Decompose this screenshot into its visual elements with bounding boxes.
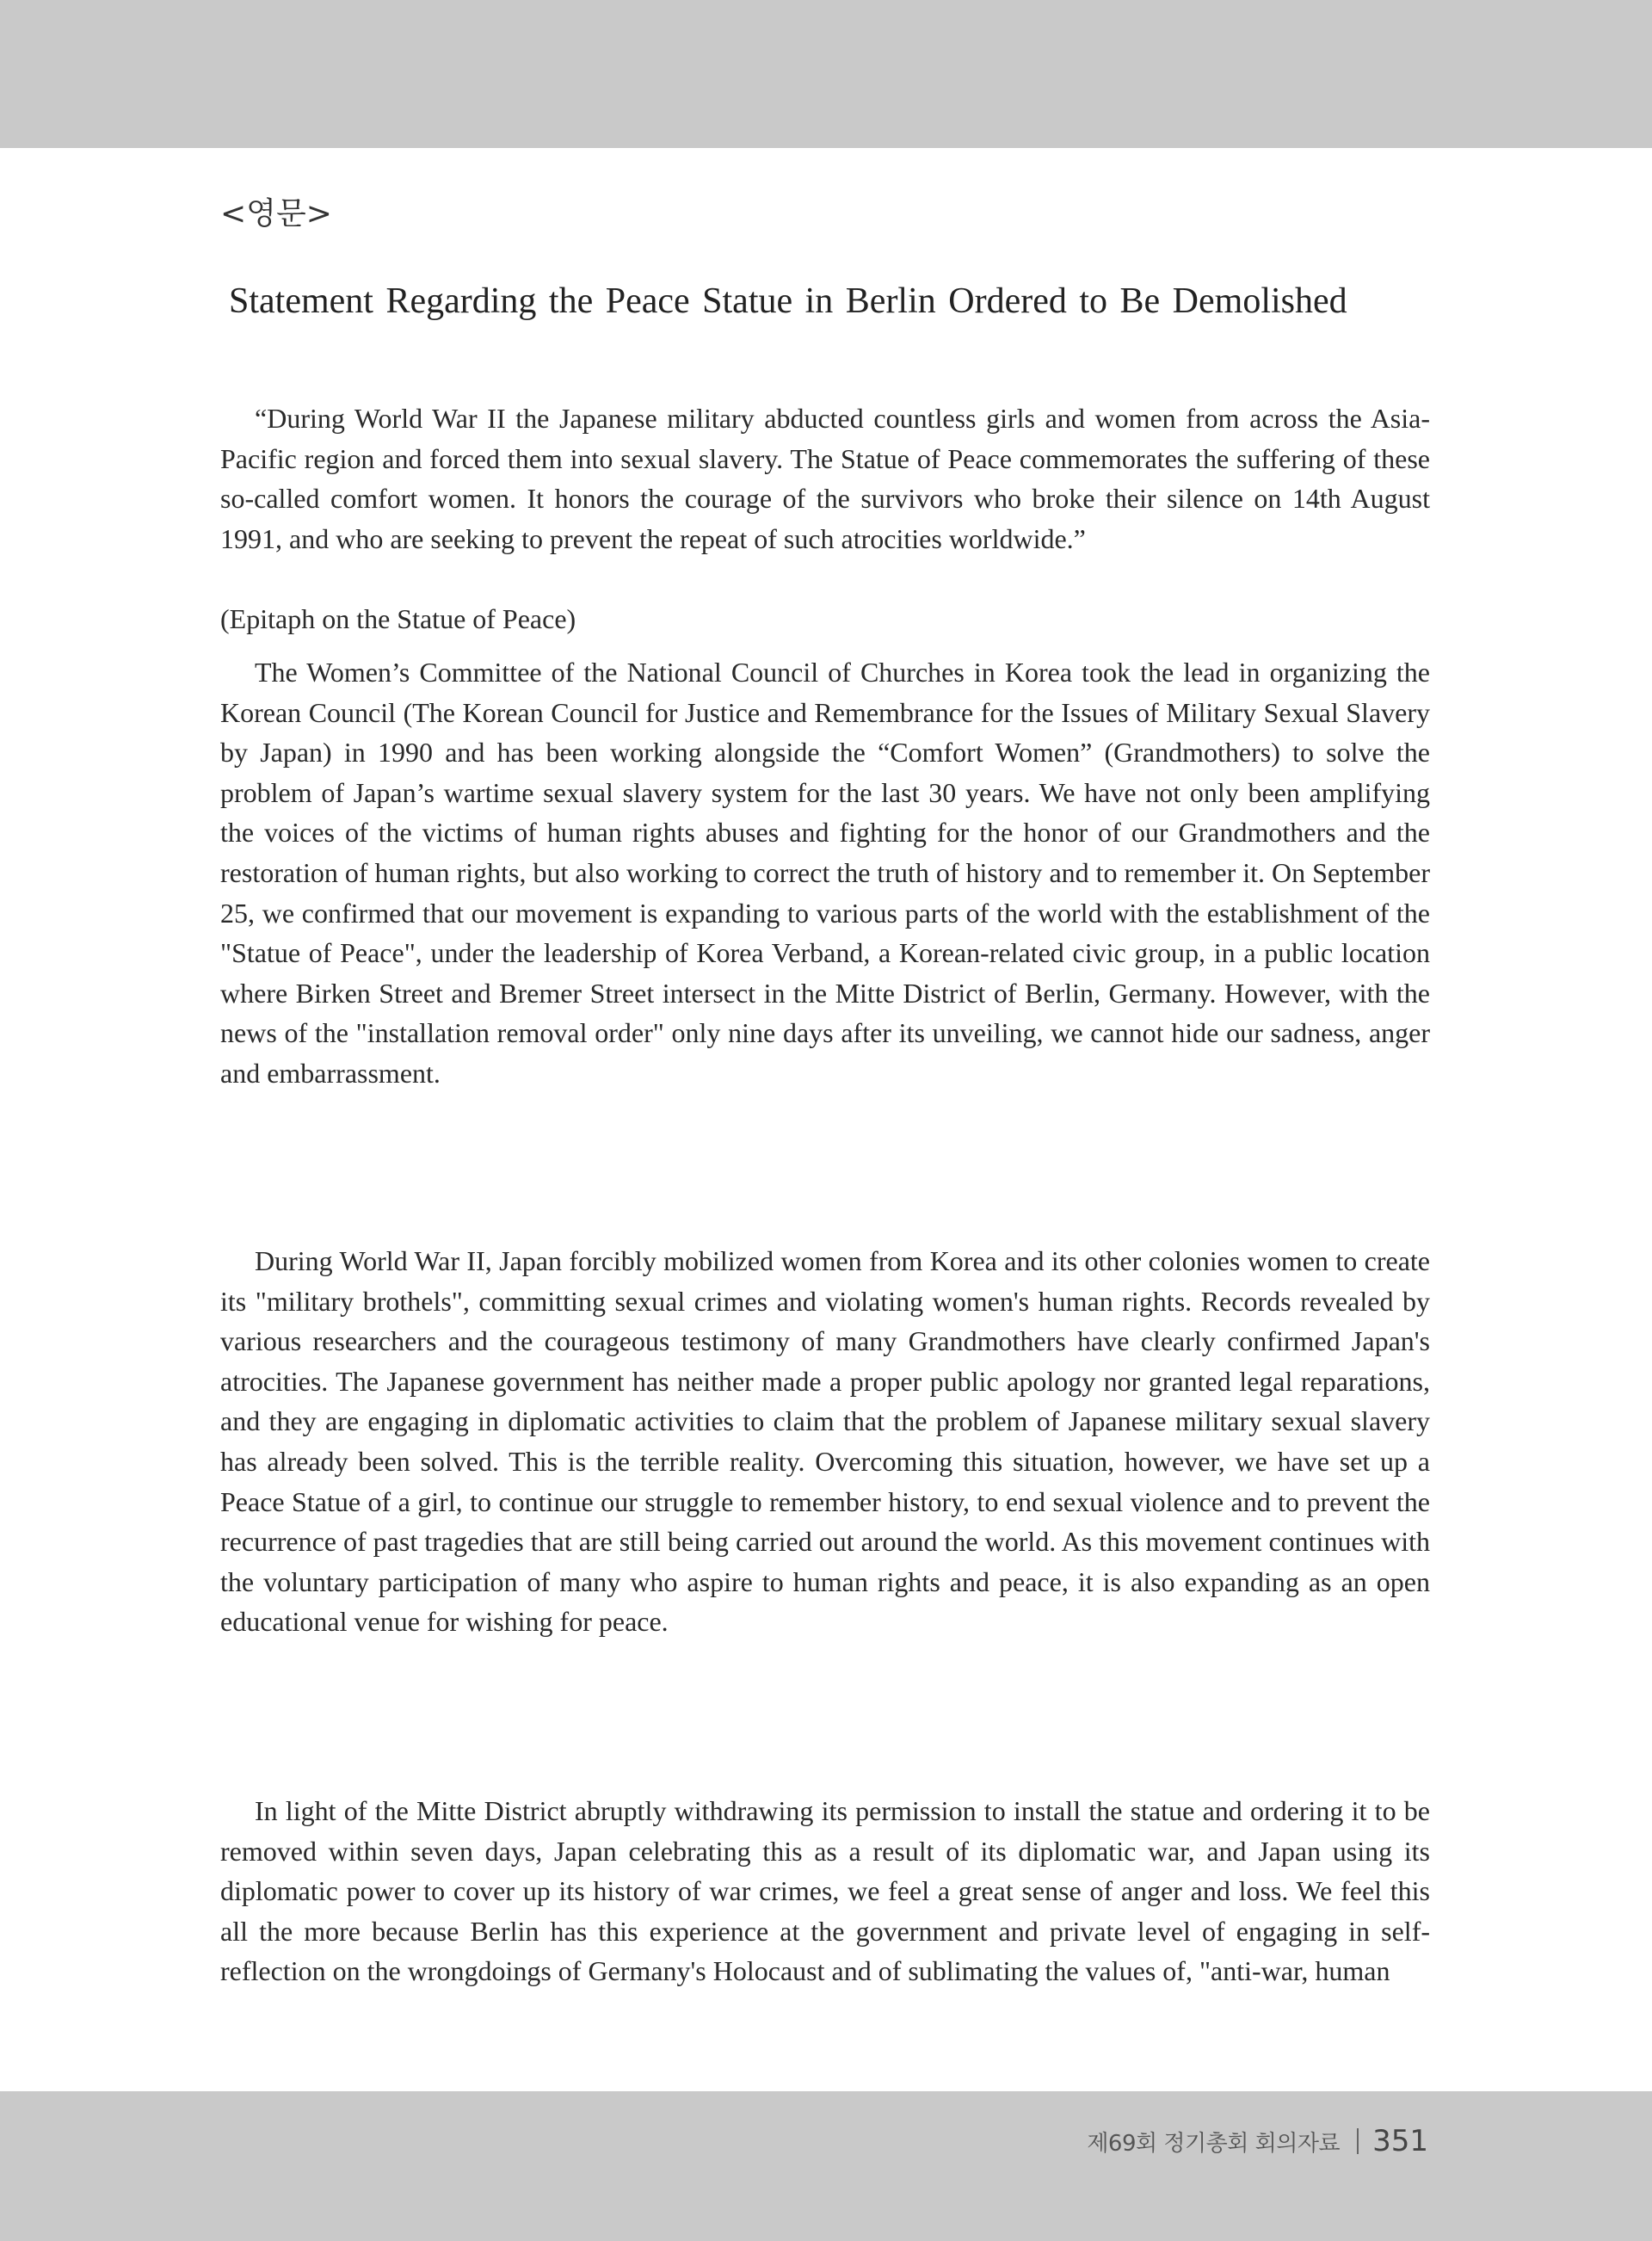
footer-label: 제69회 정기총회 회의자료 xyxy=(1087,2130,1341,2157)
section-tag: <영문> xyxy=(220,196,332,232)
document-title: Statement Regarding the Peace Statue in Berlin Ordered to Be Demolished xyxy=(229,281,1347,321)
footer-divider xyxy=(1357,2128,1359,2154)
epitaph-quote: “During World War II the Japanese military abducted countless girls and women from across the Asia-Pacific region and forced them into sexual slavery. The Statue of Peace commemorates the suffering of these so-called comfort women. It honors the courage of the survivors who broke their silence on 14th August 1991, and who are seeking to prevent the repeat of such atrocities worldwide.” xyxy=(220,403,1430,554)
body-paragraph: During World War II, Japan forcibly mobilized women from Korea and its other colonies women to create its "military brothels", committing sexual crimes and violating women's human rights. Records revealed by various researchers and the courageous testimony of many Grandmothers have clearly confirmed Japan's atrocities. The Japanese government has neither made a proper public apology nor granted legal reparations, and they are engaging in diplomatic activities to claim that the problem of Japanese military sexual slavery has already been solved. This is the terrible reality. Overcoming this situation, however, we have set up a Peace Statue of a girl, to continue our struggle to remember history, to end sexual violence and to prevent the recurrence of past tragedies that are still being carried out around the world. As this movement continues with the voluntary participation of many who aspire to human rights and peace, it is also expanding as an open educational venue for wishing for peace. xyxy=(220,1245,1430,1638)
body-paragraph-3-block xyxy=(220,1791,1430,1991)
body-paragraph-2-block xyxy=(220,1241,1430,1642)
epitaph-quote-block xyxy=(220,398,1430,559)
body-paragraph-1-block xyxy=(220,652,1430,1094)
body-paragraph: In light of the Mitte District abruptly withdrawing its permission to install the statue and ordering it to be removed within seven days, Japan celebrating this as a result of its diplomatic war, and Japan using its diplomatic power to cover up its history of war crimes, we feel a great sense of anger and loss. We feel this all the more because Berlin has this experience at the government and private level of engaging in self-reflection on the wrongdoings of Germany's Holocaust and of sublimating the values of, "anti-war, human xyxy=(220,1795,1430,1987)
body-paragraph: The Women’s Committee of the National Council of Churches in Korea took the lead in organizing the Korean Council (The Korean Council for Justice and Remembrance for the Issues of Military Sexual Slavery by Japan) in 1990 and has been working alongside the “Comfort Women” (Grandmothers) to solve the problem of Japan’s wartime sexual slavery system for the last 30 years. We have not only been amplifying the voices of the victims of human rights abuses and fighting for the honor of our Grandmothers and the restoration of human rights, but also working to correct the truth of history and to remember it. On September 25, we confirmed that our movement is expanding to various parts of the world with the establishment of the "Statue of Peace", under the leadership of Korea Verband, a Korean-related civic group, in a public location where Birken Street and Bremer Street intersect in the Mitte District of Berlin, Germany. However, with the news of the "installation removal order" only nine days after its unveiling, we cannot hide our sadness, anger and embarrassment. xyxy=(220,657,1430,1089)
page-footer xyxy=(1087,2124,1428,2158)
epitaph-caption: (Epitaph on the Statue of Peace) xyxy=(220,603,576,634)
header-band xyxy=(0,0,1652,148)
page-number: 351 xyxy=(1372,2124,1428,2158)
footer-band xyxy=(0,2091,1652,2241)
